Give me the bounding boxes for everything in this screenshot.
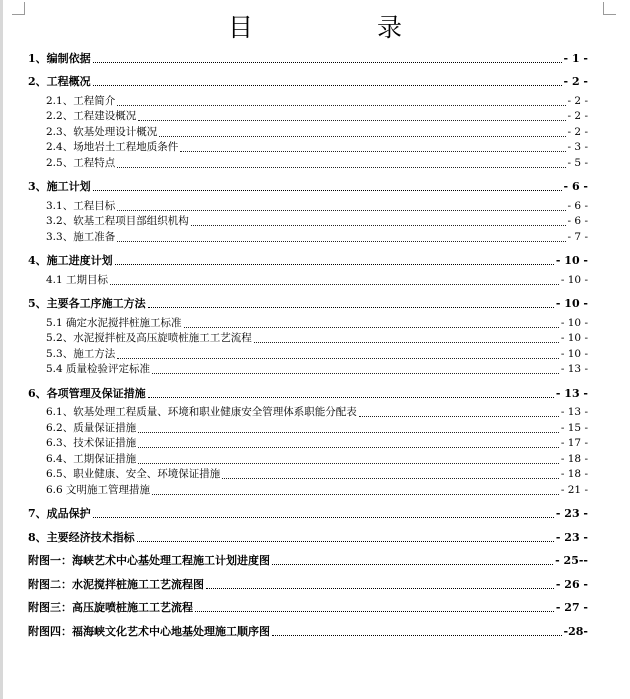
toc-dot-leader <box>110 283 559 285</box>
toc-page-number: - 6 - <box>567 199 588 212</box>
toc-dot-leader <box>254 341 559 343</box>
toc-page-number: - 17 - <box>560 437 588 449</box>
toc-page-number: - 27 - <box>555 601 588 614</box>
toc-subentry[interactable] <box>28 420 588 436</box>
toc-entry-label: 2.5、工程特点 <box>46 156 116 169</box>
toc-page-number: - 3 - <box>567 141 588 153</box>
toc-subentry[interactable] <box>28 155 588 171</box>
toc-entry-label: 3、施工计划 <box>28 180 91 193</box>
toc-dot-leader <box>117 209 565 211</box>
toc-entry-label: 6.6 文明施工管理措施 <box>46 483 151 496</box>
toc-subentry[interactable] <box>28 214 588 230</box>
toc-page-number: - 10 - <box>560 273 588 286</box>
toc-entry-label: 附图三：高压旋喷桩施工工艺流程 <box>28 601 193 614</box>
toc-dot-leader <box>152 372 559 374</box>
toc-page-number: - 13 - <box>560 406 588 418</box>
toc-dot-leader <box>138 119 565 121</box>
toc-dot-leader <box>148 396 554 398</box>
toc-dot-leader <box>115 263 554 265</box>
toc-entry-label: 5.1 确定水泥搅拌桩施工标准 <box>46 316 182 329</box>
toc-entry-label: 5.3、施工方法 <box>46 347 116 360</box>
toc-dot-leader <box>93 189 562 191</box>
toc-subentry[interactable] <box>28 140 588 156</box>
toc-subentry[interactable] <box>28 229 588 245</box>
toc-page-number: - 7 - <box>567 230 588 243</box>
toc-heading-entry[interactable] <box>28 576 588 592</box>
toc-subentry[interactable] <box>28 124 588 140</box>
toc-page-number: - 5 - <box>567 156 588 169</box>
toc-page-number: - 10 - <box>560 332 588 344</box>
toc-entry-label: 5、主要各工序施工方法 <box>28 297 146 310</box>
toc-entry-label: 2.1、工程简介 <box>46 94 116 107</box>
toc-dot-leader <box>184 326 559 328</box>
toc-entry-label: 2、工程概况 <box>28 75 91 88</box>
toc-entry-label: 2.3、软基处理设计概况 <box>46 125 158 138</box>
toc-dot-leader <box>93 61 562 63</box>
toc-page-number: - 10 - <box>560 316 588 329</box>
toc-dot-leader <box>191 224 566 226</box>
toc-page-number: - 2 - <box>567 94 588 107</box>
toc-page-number: - 10 - <box>555 297 588 310</box>
toc-subentry[interactable] <box>28 362 588 378</box>
toc-subentry[interactable] <box>28 93 588 109</box>
toc-entry-label: 5.2、水泥搅拌桩及高压旋喷桩施工工艺流程 <box>46 332 252 344</box>
toc-dot-leader <box>93 516 554 518</box>
toc-entry-label: 2.2、工程建设概况 <box>46 110 137 122</box>
toc-dot-leader <box>138 431 559 433</box>
toc-page-number: - 13 - <box>555 386 588 400</box>
toc-page-number: -28- <box>563 624 588 638</box>
toc-dot-leader <box>117 104 565 106</box>
toc-subentry[interactable] <box>28 198 588 214</box>
toc-page-number: - 2 - <box>567 110 588 122</box>
toc-entry-label: 3.2、软基工程项目部组织机构 <box>46 215 189 227</box>
toc-page-number: - 6 - <box>567 215 588 227</box>
toc-page-number: - 23 - <box>555 530 588 544</box>
toc-page-number: - 18 - <box>560 468 588 480</box>
toc-entry-label: 6.5、职业健康、安全、环境保证措施 <box>46 468 221 480</box>
toc-entry-label: 4.1 工期目标 <box>46 273 109 286</box>
table-of-contents <box>28 50 588 639</box>
toc-page-number: - 10 - <box>555 254 588 267</box>
toc-entry-label: 8、主要经济技术指标 <box>28 530 135 544</box>
toc-title: 目 录 <box>228 13 460 42</box>
toc-entry-label: 6.4、工期保证措施 <box>46 452 137 465</box>
toc-entry-label: 5.4 质量检验评定标准 <box>46 363 151 375</box>
toc-heading-entry[interactable] <box>28 623 588 639</box>
toc-heading-entry[interactable] <box>28 74 588 90</box>
toc-page-number: - 2 - <box>563 75 588 88</box>
toc-dot-leader <box>117 240 565 242</box>
toc-page-number: - 25-- <box>555 554 588 567</box>
toc-subentry[interactable] <box>28 451 588 467</box>
toc-subentry[interactable] <box>28 405 588 421</box>
toc-dot-leader <box>117 357 559 359</box>
toc-heading-entry[interactable] <box>28 529 588 545</box>
toc-dot-leader <box>138 462 559 464</box>
toc-dot-leader <box>272 634 562 636</box>
toc-heading-entry[interactable] <box>28 296 588 312</box>
toc-subentry[interactable] <box>28 346 588 362</box>
toc-heading-entry[interactable] <box>28 600 588 616</box>
toc-subentry[interactable] <box>28 272 588 288</box>
toc-dot-leader <box>148 306 554 308</box>
toc-entry-label: 6、各项管理及保证措施 <box>28 386 146 400</box>
toc-dot-leader <box>152 493 559 495</box>
toc-entry-label: 附图二：水泥搅拌桩施工工艺流程图 <box>28 577 204 591</box>
toc-page-number: - 10 - <box>560 347 588 360</box>
toc-entry-label: 6.1、软基处理工程质量、环境和职业健康安全管理体系职能分配表 <box>46 406 357 418</box>
toc-heading-entry[interactable] <box>28 385 588 401</box>
toc-subentry[interactable] <box>28 482 588 498</box>
toc-page-number: - 2 - <box>567 125 588 138</box>
toc-heading-entry[interactable] <box>28 179 588 195</box>
toc-dot-leader <box>222 477 559 479</box>
toc-heading-entry[interactable] <box>28 253 588 269</box>
toc-heading-entry[interactable] <box>28 553 588 569</box>
toc-page-number: - 13 - <box>560 363 588 375</box>
toc-subentry[interactable] <box>28 436 588 452</box>
page-left-edge <box>0 0 3 699</box>
toc-dot-leader <box>272 563 553 565</box>
toc-dot-leader <box>159 135 565 137</box>
toc-page-number: - 21 - <box>560 483 588 496</box>
toc-entry-label: 3.3、施工准备 <box>46 230 116 243</box>
toc-entry-label: 4、施工进度计划 <box>28 254 113 267</box>
toc-entry-label: 7、成品保护 <box>28 507 91 520</box>
toc-page-number: - 26 - <box>555 577 588 591</box>
toc-entry-label: 6.3、技术保证措施 <box>46 437 137 449</box>
toc-page-number: - 6 - <box>563 180 588 193</box>
toc-page-number: - 18 - <box>560 452 588 465</box>
toc-entry-label: 2.4、场地岩土工程地质条件 <box>46 141 179 153</box>
toc-dot-leader <box>359 415 559 417</box>
toc-entry-label: 3.1、工程目标 <box>46 199 116 212</box>
toc-dot-leader <box>206 587 554 589</box>
toc-entry-label: 6.2、质量保证措施 <box>46 421 137 434</box>
toc-heading-entry[interactable] <box>28 50 588 66</box>
toc-page-number: - 1 - <box>563 51 588 65</box>
toc-heading-entry[interactable] <box>28 506 588 522</box>
toc-subentry[interactable] <box>28 109 588 125</box>
toc-subentry[interactable] <box>28 315 588 331</box>
toc-dot-leader <box>180 150 565 152</box>
toc-dot-leader <box>195 610 554 612</box>
toc-page-number: - 15 - <box>560 421 588 434</box>
toc-subentry[interactable] <box>28 331 588 347</box>
toc-page-number: - 23 - <box>555 507 588 520</box>
toc-dot-leader <box>117 166 565 168</box>
toc-dot-leader <box>138 446 559 448</box>
toc-entry-label: 1、编制依据 <box>28 51 91 65</box>
toc-subentry[interactable] <box>28 467 588 483</box>
toc-dot-leader <box>137 540 554 542</box>
toc-entry-label: 附图一：海峡艺术中心基处理工程施工计划进度图 <box>28 554 270 567</box>
toc-dot-leader <box>93 84 562 86</box>
toc-entry-label: 附图四：福海峡文化艺术中心地基处理施工顺序图 <box>28 624 270 638</box>
